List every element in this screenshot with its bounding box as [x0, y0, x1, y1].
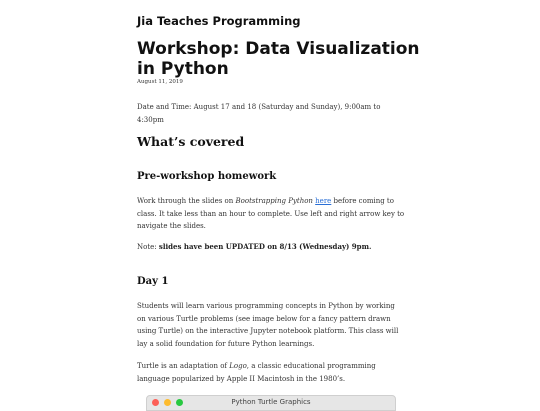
turtle-window-title: Python Turtle Graphics: [231, 398, 311, 406]
date-time-paragraph: Date and Time: August 17 and 18 (Saturday and Sunday), 9:00am to 4:30pm: [137, 103, 381, 124]
slides-link[interactable]: here: [315, 197, 332, 205]
post-title: Workshop: Data Visualization in Python: [137, 39, 420, 79]
prework-text-b: before coming to class. It take less than an hour to complete. Use left and right arrow key to navigate the slides.: [137, 197, 405, 230]
site-title[interactable]: Jia Teaches Programming: [137, 14, 301, 28]
bootstrapping-python-title: Bootstrapping Python: [235, 197, 313, 205]
prework-note: [137, 241, 405, 254]
turtle-paragraph: [137, 360, 405, 385]
section-heading-whats-covered: What’s covered: [137, 134, 245, 149]
day1-paragraph: Students will learn various programming concepts in Python by working on various Turtle problems (see image below for a fancy pattern drawn using Turtle) on the interactive Jupyter notebook platform. This class will lay a solid foundation for future Python learnings.: [137, 302, 399, 348]
turtle-graphics-window-image: [146, 395, 396, 411]
note-bold-text: slides have been UPDATED on 8/13 (Wednesday) 9pm.: [158, 242, 372, 251]
post-date[interactable]: August 11, 2019: [137, 79, 183, 85]
section-heading-pre-workshop: Pre-workshop homework: [137, 171, 277, 182]
turtle-text-a: Turtle is an adaptation of: [137, 362, 230, 370]
note-label: Note:: [137, 243, 159, 251]
section-heading-day-1: Day 1: [137, 276, 169, 287]
logo-title: Logo: [229, 362, 247, 370]
turtle-text-b: , a classic educational programming language popularized by Apple II Macintosh in the 1980’s.: [137, 362, 376, 383]
prework-paragraph: [137, 195, 405, 233]
prework-text-a: Work through the slides on: [137, 197, 236, 205]
